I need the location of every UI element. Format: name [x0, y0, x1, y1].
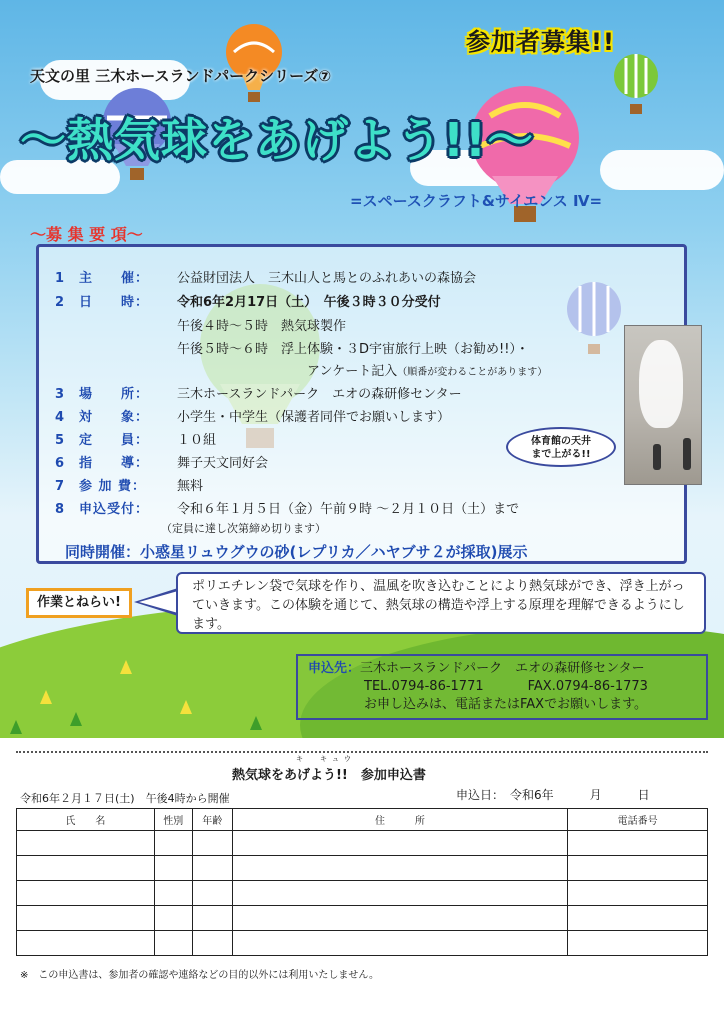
- detail-number: 2: [55, 295, 65, 310]
- age-cell[interactable]: [192, 881, 232, 906]
- detail-row-target: [55, 406, 450, 425]
- photo-callout: [506, 427, 616, 467]
- name-cell[interactable]: [17, 881, 155, 906]
- phone-cell[interactable]: [568, 831, 708, 856]
- detail-row-fee: [55, 475, 203, 494]
- detail-number: 1: [55, 271, 65, 286]
- column-header-age: 年齢: [192, 809, 232, 831]
- age-cell[interactable]: [192, 906, 232, 931]
- column-header-phone: 電話番号: [568, 809, 708, 831]
- detail-label: 参 加 費：: [79, 479, 147, 494]
- callout-line: まで上がる!!: [531, 449, 591, 460]
- age-cell[interactable]: [192, 831, 232, 856]
- grass-tuft: [10, 720, 22, 734]
- contact-place: 三木ホースランドパーク エオの森研修センター: [360, 661, 645, 676]
- table-row: [17, 881, 708, 906]
- detail-number: 5: [55, 433, 65, 448]
- detail-value: １０組: [177, 433, 217, 448]
- detail-number: 3: [55, 387, 65, 402]
- detail-number: 7: [55, 479, 65, 494]
- contact-label: 申込先：: [308, 661, 361, 676]
- phone-cell[interactable]: [568, 931, 708, 956]
- table-row: [17, 831, 708, 856]
- plastic-balloon: [639, 340, 683, 428]
- apply-date: 申込日： 令和6年 月 日: [456, 788, 650, 802]
- table-header-row: [17, 809, 708, 831]
- detail-label: 対 象：: [79, 410, 150, 425]
- detail-label: 指 導：: [79, 456, 150, 471]
- detail-number: 8: [55, 502, 65, 517]
- address-cell[interactable]: [232, 906, 567, 931]
- purpose-description: ポリエチレン袋で気球を作り、温風を吹き込むことにより熱気球ができ、浮き上がっていきます。この体験を通じて、熱気球の構造や浮上する原理を理解できるようにします。: [176, 572, 706, 634]
- schedule-line: 午後４時〜５時 熱気球製作: [177, 319, 347, 334]
- schedule-text: アンケート記入: [307, 364, 398, 379]
- phone-cell[interactable]: [568, 906, 708, 931]
- table-row: [17, 856, 708, 881]
- column-header-name: 氏 名: [17, 809, 155, 831]
- contact-box: [296, 654, 708, 720]
- deadline-note: （定員に達し次第締め切ります）: [161, 522, 326, 535]
- detail-label: 定 員：: [79, 433, 150, 448]
- address-cell[interactable]: [232, 856, 567, 881]
- detail-label: 日 時：: [79, 295, 150, 310]
- callout-line: 体育館の天井: [531, 436, 591, 447]
- detail-label: 場 所：: [79, 387, 150, 402]
- detail-value: 令和6年2月17日（土） 午後３時３０分受付: [177, 295, 441, 310]
- name-cell[interactable]: [17, 931, 155, 956]
- detail-value: 小学生・中学生（保護者同伴でお願いします）: [177, 410, 451, 425]
- column-header-gender: 性別: [154, 809, 192, 831]
- age-cell[interactable]: [192, 856, 232, 881]
- detail-row-capacity: [55, 429, 216, 448]
- detail-row-datetime: [55, 291, 441, 310]
- subtitle: =スペースクラフト&サイエンス Ⅳ=: [350, 192, 603, 210]
- detail-value: 公益財団法人 三木山人と馬とのふれあいの森協会: [177, 271, 477, 286]
- event-date: 令和6年２月１７日(土) 午後4時から開催: [20, 792, 230, 805]
- furigana: キ キュウ: [296, 755, 356, 763]
- phone-cell[interactable]: [568, 881, 708, 906]
- balloon-photo: [624, 325, 702, 485]
- name-cell[interactable]: [17, 856, 155, 881]
- schedule-line: 午後５時〜６時 浮上体験・３D宇宙旅行上映（お勧め!!）・: [177, 342, 529, 357]
- table-row: [17, 931, 708, 956]
- age-cell[interactable]: [192, 931, 232, 956]
- detail-value: 無料: [177, 479, 204, 494]
- phone-cell[interactable]: [568, 856, 708, 881]
- section-heading: 〜募 集 要 項〜: [30, 225, 143, 244]
- column-header-address: 住 所: [232, 809, 567, 831]
- detail-row-application: [55, 498, 519, 517]
- name-cell[interactable]: [17, 831, 155, 856]
- gender-cell[interactable]: [154, 906, 192, 931]
- grass-tuft: [40, 690, 52, 704]
- detail-label: 申込受付：: [79, 502, 150, 517]
- grass-tuft: [120, 660, 132, 674]
- address-cell[interactable]: [232, 881, 567, 906]
- grass-tuft: [180, 700, 192, 714]
- recruit-badge: 参加者募集!!: [466, 28, 615, 56]
- gender-cell[interactable]: [154, 831, 192, 856]
- grass-tuft: [70, 712, 82, 726]
- contact-tel: TEL.0794-86-1771: [364, 679, 484, 695]
- contact-line: お申し込みは、電話またはFAXでお願いします。: [364, 697, 648, 713]
- detail-label: 主 催：: [79, 271, 150, 286]
- simultaneous-event: 同時開催：小惑星リュウグウの砂(レプリカ／ハヤブサ２が採取)展示: [65, 543, 528, 561]
- privacy-note: ※ この申込書は、参加者の確認や連絡などの目的以外には利用いたしません。: [20, 970, 379, 981]
- person-figure: [653, 444, 661, 470]
- detail-value: 令和６年１月５日（金）午前９時 〜２月１０日（土）まで: [177, 502, 520, 517]
- contact-line: [308, 660, 696, 678]
- name-cell[interactable]: [17, 906, 155, 931]
- schedule-note: （順番が変わることがあります）: [397, 367, 548, 378]
- grass-tuft: [250, 716, 262, 730]
- detail-row-instructor: [55, 452, 268, 471]
- detail-row-organizer: [55, 267, 476, 286]
- detail-number: 6: [55, 456, 65, 471]
- person-figure: [683, 438, 691, 470]
- address-cell[interactable]: [232, 931, 567, 956]
- balloon-orange-icon: [224, 24, 284, 104]
- detail-number: 4: [55, 410, 65, 425]
- address-cell[interactable]: [232, 831, 567, 856]
- gender-cell[interactable]: [154, 931, 192, 956]
- cut-line: [16, 751, 708, 753]
- detail-value: 三木ホースランドパーク エオの森研修センター: [177, 387, 462, 402]
- table-row: [17, 906, 708, 931]
- application-table: [16, 808, 708, 956]
- schedule-line: [307, 360, 547, 379]
- arrow-icon-inner: [139, 591, 178, 613]
- contact-fax: FAX.0794-86-1773: [527, 679, 648, 695]
- form-title: 熱気球をあげよう!! 参加申込書: [232, 768, 426, 783]
- detail-row-venue: [55, 383, 462, 402]
- contact-line: [308, 678, 696, 696]
- series-label: 天文の里 三木ホースランドパークシリーズ⑦: [30, 67, 332, 85]
- purpose-tag: 作業とねらい!: [26, 588, 132, 618]
- details-box: [36, 244, 687, 564]
- page-title: 〜熱気球をあげよう!!〜: [20, 113, 534, 167]
- gender-cell[interactable]: [154, 856, 192, 881]
- gender-cell[interactable]: [154, 881, 192, 906]
- detail-value: 舞子天文同好会: [177, 456, 269, 471]
